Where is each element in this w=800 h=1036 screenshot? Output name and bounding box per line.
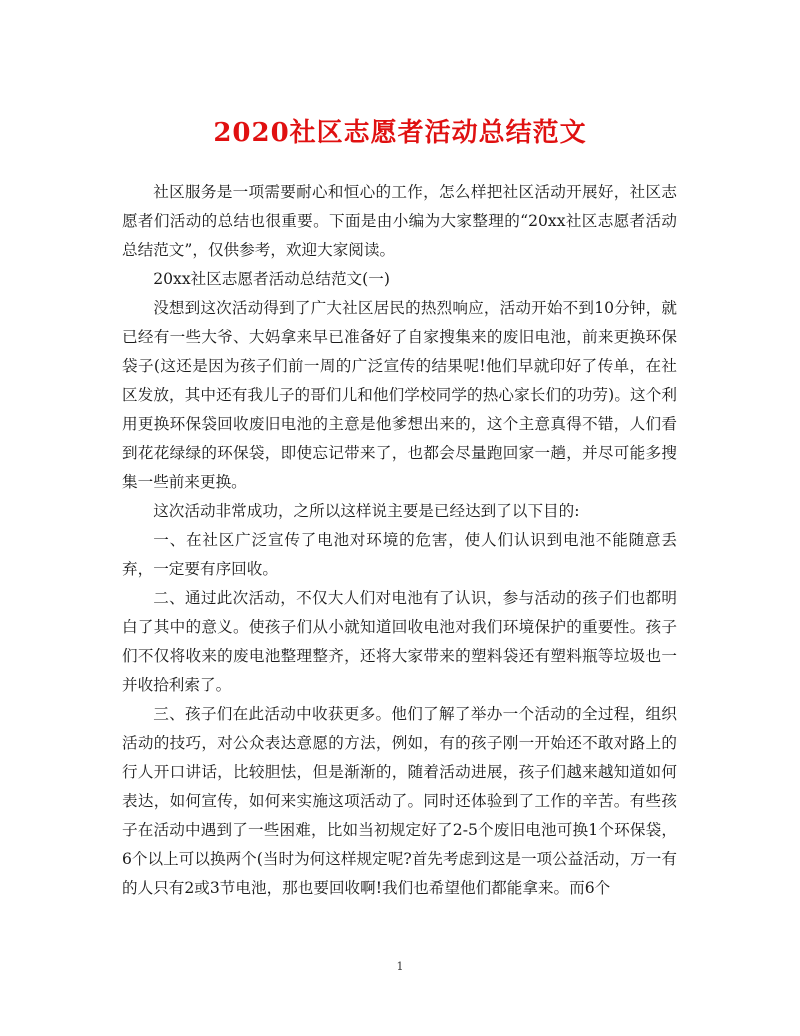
paragraph-goal-three: 三、孩子们在此活动中收获更多。他们了解了举办一个活动的全过程，组织活动的技巧，对公众表达意愿的方法，例如，有的孩子刚一开始还不敢对路上的行人开口讲话，比较胆怯，但是渐渐的，随着活动进展，孩子们越来越知道如何表达，如何宣传，如何来实施这项活动了。同时还体验到了工作的辛苦。有些孩子在活动中遇到了一些困难，比如当初规定好了2-5个废旧电池可换1个环保袋，6个以上可以换两个(当时为何这样规定呢?首先考虑到这是一项公益活动，万一有的人只有2或3节电池，那也要回收啊!我们也希望他们都能拿来。而6个 [122, 705, 677, 897]
document-title: 2020社区志愿者活动总结范文 [213, 118, 587, 148]
paragraph-activity-response: 没想到这次活动得到了广大社区居民的热烈响应，活动开始不到10分钟，就已经有一些大爷、大妈拿来早已准备好了自家搜集来的废旧电池，前来更换环保袋子(这还是因为孩子们前一周的广泛宣传的结果呢!他们早就印好了传单，在社区发放，其中还有我儿子的哥们儿和他们学校同学的热心家长们的功劳)。这个利用更换环保袋回收废旧电池的主意是他爹想出来的，这个主意真得不错，人们看到花花绿绿的环保袋，即使忘记带来了，也都会尽量跑回家一趟，并尽可能多搜集一些前来更换。 [122, 299, 677, 491]
document-body [122, 178, 677, 903]
paragraph-success-summary: 这次活动非常成功，之所以这样说主要是已经达到了以下目的: [153, 502, 580, 520]
paragraph-intro: 社区服务是一项需要耐心和恒心的工作，怎么样把社区活动开展好，社区志愿者们活动的总结也很重要。下面是由小编为大家整理的“20xx社区志愿者活动总结范文”，仅供参考，欢迎大家阅读。 [122, 183, 677, 259]
paragraph-subtitle: 20xx社区志愿者活动总结范文(一) [153, 270, 390, 288]
paragraph-goal-one: 一、在社区广泛宣传了电池对环境的危害，使人们认识到电池不能随意丢弃，一定要有序回收。 [122, 531, 677, 578]
page-number: 1 [396, 960, 404, 973]
paragraph-goal-two: 二、通过此次活动，不仅大人们对电池有了认识，参与活动的孩子们也都明白了其中的意义。使孩子们从小就知道回收电池对我们环境保护的重要性。孩子们不仅将收来的废电池整理整齐，还将大家带来的塑料袋还有塑料瓶等垃圾也一并收拾利索了。 [122, 589, 677, 694]
